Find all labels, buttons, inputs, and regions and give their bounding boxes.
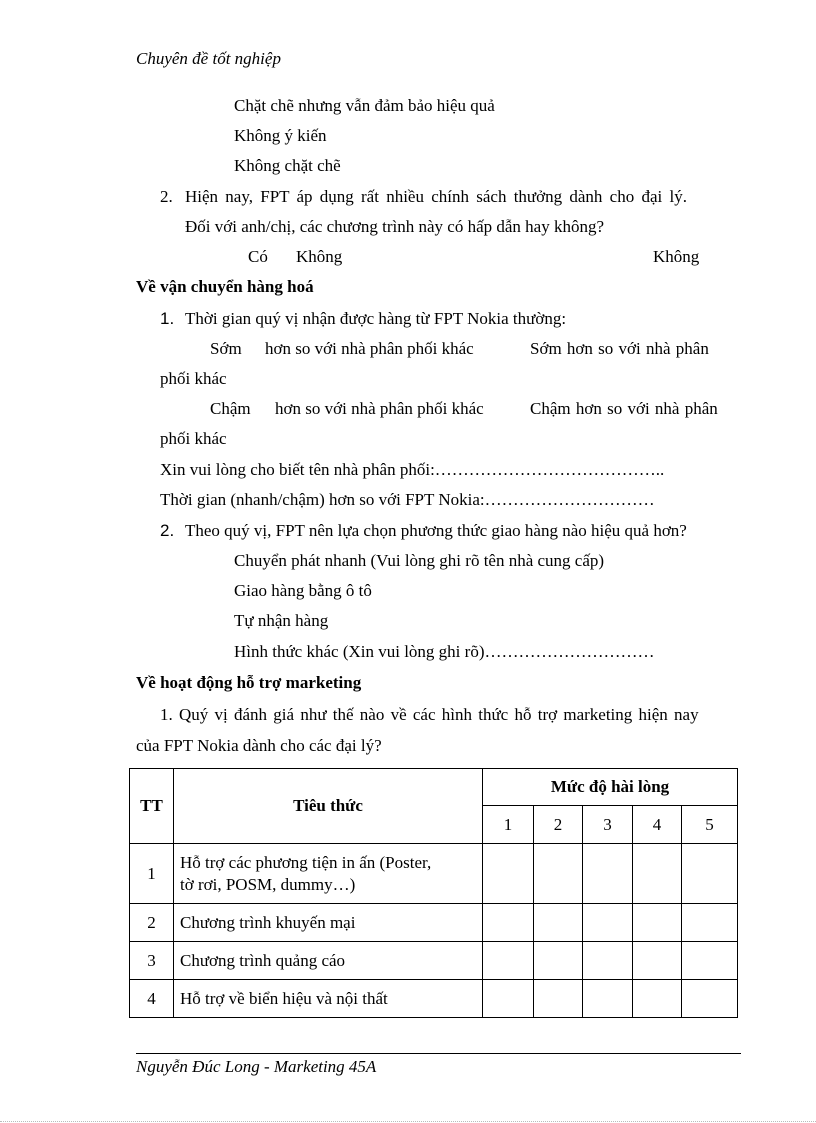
question-delivery-method: Theo quý vị, FPT nên lựa chọn phương thức giao hàng nào hiệu quả hơn?: [185, 521, 687, 540]
page-header-title: Chuyên đề tốt nghiệp: [136, 49, 281, 68]
question-marketing-line2: của FPT Nokia dành cho các đại lý?: [136, 736, 382, 755]
question-number: 1.: [160, 309, 175, 328]
rating-cell[interactable]: [483, 844, 534, 904]
option-cham-cont: phối khác: [160, 429, 227, 448]
option-not-strict: Không chặt chẽ: [234, 156, 341, 175]
option-other: Hình thức khác (Xin vui lòng ghi rõ)…………………………: [234, 642, 655, 661]
question-reward-line2: Đối với anh/chị, các chương trình này có hấp dẫn hay không?: [185, 217, 605, 236]
option-car: Giao hàng bằng ô tô: [234, 581, 372, 600]
question-delivery-time: Thời gian quý vị nhận được hàng từ FPT Nokia thường:: [185, 309, 567, 328]
rating-level-2: 2: [534, 806, 583, 844]
footer-divider: [136, 1053, 741, 1054]
option-som-label: Sớm: [210, 339, 242, 358]
section-heading-transport: Về vận chuyển hàng hoá: [136, 277, 314, 296]
row-tt: 2: [130, 904, 174, 942]
option-no-opinion: Không ý kiến: [234, 126, 327, 145]
fill-time-compare: Thời gian (nhanh/chậm) hơn so với FPT Nokia:…………………………: [160, 490, 655, 509]
table-row: [130, 942, 738, 980]
row-criteria: Chương trình khuyến mại: [174, 904, 483, 942]
question-reward-line1: [185, 186, 737, 208]
option-som-cont: phối khác: [160, 369, 227, 388]
rating-level-1: 1: [483, 806, 534, 844]
rating-cell[interactable]: [633, 942, 682, 980]
rating-cell[interactable]: [583, 942, 633, 980]
rating-cell[interactable]: [583, 844, 633, 904]
rating-cell[interactable]: [534, 844, 583, 904]
row-tt: 4: [130, 980, 174, 1018]
row-tt: 1: [130, 844, 174, 904]
fill-distributor-name: Xin vui lòng cho biết tên nhà phân phối:…………………………………..: [160, 460, 665, 479]
option-cham-text: hơn so với nhà phân phối khác: [275, 399, 484, 418]
option-cham-label: Chậm: [210, 399, 251, 418]
row-criteria: Chương trình quảng cáo: [174, 942, 483, 980]
answer-khong-1: Không: [296, 247, 343, 266]
rating-level-4: 4: [633, 806, 682, 844]
row-criteria-line2: tờ rơi, POSM, dummy…): [180, 874, 356, 894]
option-cham-alt: Chậm hơn so với nhà phân: [530, 399, 718, 418]
rating-cell[interactable]: [682, 980, 738, 1018]
option-express: Chuyển phát nhanh (Vui lòng ghi rõ tên nhà cung cấp): [234, 551, 605, 570]
row-criteria: Hỗ trợ về biển hiệu và nội thất: [174, 980, 483, 1018]
header-rating: Mức độ hài lòng: [483, 769, 738, 806]
rating-level-5: 5: [682, 806, 738, 844]
option-self-pickup: Tự nhận hàng: [234, 611, 329, 630]
satisfaction-table: [129, 768, 738, 1018]
rating-cell[interactable]: [483, 904, 534, 942]
rating-cell[interactable]: [682, 844, 738, 904]
answer-co: Có: [248, 247, 268, 266]
table-row: [130, 844, 738, 904]
table-row: [130, 980, 738, 1018]
rating-cell[interactable]: [483, 980, 534, 1018]
option-som-alt: Sớm hơn so với nhà phân: [530, 339, 709, 358]
page-footer-author: Nguyễn Đúc Long - Marketing 45A: [136, 1057, 377, 1076]
row-criteria-line1: Hỗ trợ các phương tiện in ấn (Poster,: [180, 852, 432, 872]
rating-cell[interactable]: [633, 904, 682, 942]
rating-cell[interactable]: [682, 904, 738, 942]
row-criteria: [174, 844, 483, 904]
rating-cell[interactable]: [583, 904, 633, 942]
rating-cell[interactable]: [483, 942, 534, 980]
rating-cell[interactable]: [534, 980, 583, 1018]
rating-cell[interactable]: [534, 942, 583, 980]
rating-cell[interactable]: [633, 844, 682, 904]
rating-cell[interactable]: [534, 904, 583, 942]
rating-cell[interactable]: [633, 980, 682, 1018]
page-bottom-edge: [0, 1121, 816, 1122]
header-criteria: Tiêu thức: [174, 769, 483, 844]
option-strict-effective: Chặt chẽ nhưng vẫn đảm bảo hiệu quả: [234, 96, 495, 115]
option-som-text: hơn so với nhà phân phối khác: [265, 339, 474, 358]
question-number: 2.: [160, 187, 173, 206]
table-row: [130, 904, 738, 942]
section-heading-marketing: Về hoạt động hỗ trợ marketing: [136, 673, 362, 692]
row-tt: 3: [130, 942, 174, 980]
rating-level-3: 3: [583, 806, 633, 844]
question-reward-text: Hiện nay, FPT áp dụng rất nhiều chính sách thưởng dành cho đại lý.: [185, 187, 687, 206]
rating-cell[interactable]: [682, 942, 738, 980]
question-marketing-line1: 1. Quý vị đánh giá như thế nào về các hình thức hỗ trợ marketing hiện nay: [160, 705, 699, 724]
answer-khong-2: Không: [653, 247, 700, 266]
header-tt: TT: [130, 769, 174, 844]
question-number: 2.: [160, 521, 175, 540]
rating-cell[interactable]: [583, 980, 633, 1018]
